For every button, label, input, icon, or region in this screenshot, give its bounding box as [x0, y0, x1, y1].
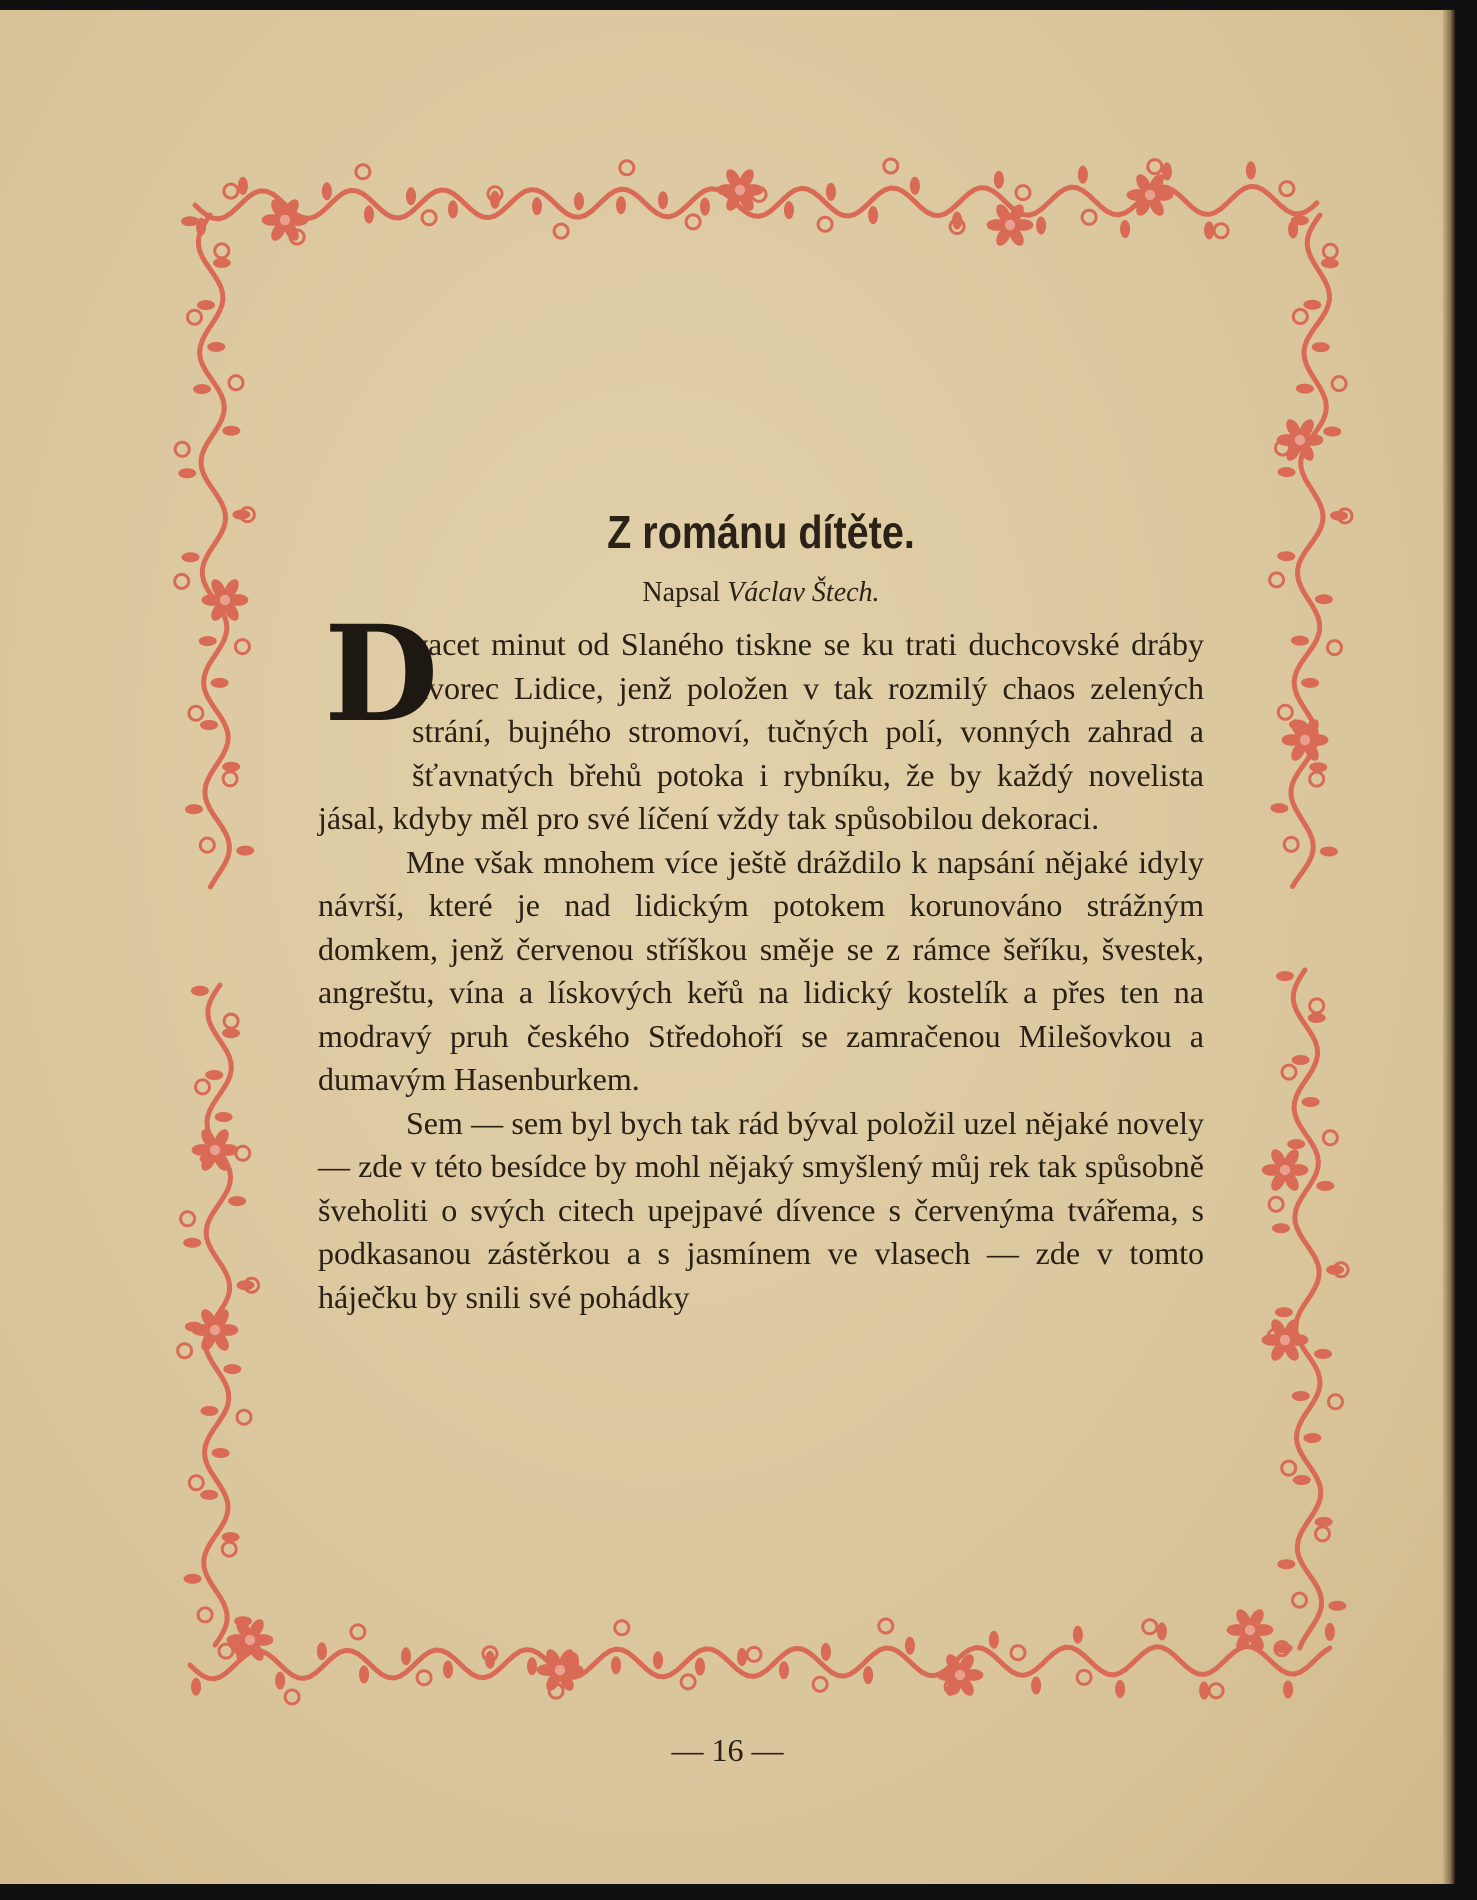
leaf — [1296, 383, 1314, 394]
flower-center — [735, 185, 745, 195]
article-body — [318, 597, 1204, 1319]
curl-bud — [175, 442, 189, 456]
leaf — [222, 1028, 240, 1038]
curl-bud — [1209, 1684, 1223, 1698]
curl-bud — [237, 1410, 251, 1424]
curl-bud — [198, 1608, 212, 1622]
leaf — [1301, 678, 1319, 689]
curl-bud — [1282, 1065, 1296, 1079]
leaf — [207, 342, 225, 352]
curl-bud — [615, 1621, 629, 1635]
leaf — [1204, 221, 1214, 239]
leaf — [1315, 1517, 1333, 1527]
leaf — [1321, 258, 1339, 269]
curl-bud — [196, 1080, 210, 1094]
leaf — [183, 1238, 201, 1248]
curl-bud — [686, 215, 700, 229]
curl-bud — [219, 1644, 233, 1658]
leaf — [211, 1448, 229, 1458]
flower-center — [1245, 1625, 1255, 1635]
paragraph-1-text: vacet minut od Slaného tiskne se ku trati duchcovské dráby dvorec Lidice, jenž položen v tak rozmilý chaos zelených strání, bujného stromoví, tučných polí, vonných zahrad a šťavnatých břehů potoka i rybníku, že by každý novelista jásal, kdyby měl pro své líčení vždy tak spůsobilou dekoraci. — [318, 626, 1204, 836]
leaf — [183, 1574, 201, 1584]
curl-bud — [879, 1619, 893, 1633]
leaf — [1291, 635, 1309, 646]
leaf — [1078, 166, 1088, 184]
leaf — [223, 1364, 241, 1374]
curl-bud — [235, 640, 249, 654]
leaf — [616, 196, 626, 214]
curl-bud — [175, 574, 189, 588]
curl-bud — [1329, 1395, 1343, 1409]
curl-bud — [681, 1675, 695, 1689]
leaf — [178, 468, 196, 478]
leaf — [1303, 1433, 1321, 1443]
curl-bud — [1278, 705, 1292, 719]
leaf — [1303, 300, 1321, 311]
flower-center — [1145, 190, 1155, 200]
leaf — [490, 191, 500, 209]
byline-prefix: Napsal — [642, 577, 721, 608]
curl-bud — [1016, 186, 1030, 200]
curl-bud — [189, 706, 203, 720]
paragraph-1 — [318, 597, 1204, 841]
curl-bud — [1323, 1131, 1337, 1145]
leaf — [1293, 1475, 1311, 1485]
leaf — [863, 1666, 873, 1684]
leaf — [1270, 803, 1288, 814]
leaf — [1272, 1223, 1290, 1233]
curl-bud — [189, 1476, 203, 1490]
curl-bud — [223, 772, 237, 786]
leaf — [532, 197, 542, 215]
curl-bud — [224, 1014, 238, 1028]
leaf — [193, 384, 211, 394]
paragraph-2: Mne však mnohem více ještě dráždilo k napsání nějaké idyly návrší, které je nad lidickým potokem korunováno strážným domkem, jenž červenou stříškou směje se z rámce šeříku, švestek, angreštu, vína a lískových keřů na lidický kostelík a přes ten na modravý pruh českého Středohoří se zamračenou Milešovkou a dumavým Hasenburkem. — [318, 843, 1204, 1097]
curl-bud — [1293, 1593, 1307, 1607]
leaf — [401, 1647, 411, 1665]
curl-bud — [1280, 182, 1294, 196]
curl-bud — [818, 217, 832, 231]
curl-bud — [554, 224, 568, 238]
leaf — [1115, 1680, 1125, 1698]
leaf — [200, 1406, 218, 1416]
curl-bud — [1269, 1197, 1283, 1211]
page-number: — 16 — — [671, 1732, 784, 1768]
leaf — [443, 1660, 453, 1678]
leaf — [737, 1648, 747, 1666]
leaf — [1031, 1676, 1041, 1694]
curl-bud — [1077, 1670, 1091, 1684]
leaf — [574, 192, 584, 210]
leaf — [527, 1657, 537, 1675]
leaf — [1308, 1013, 1326, 1023]
leaf — [359, 1665, 369, 1683]
leaf — [406, 187, 416, 205]
curl-bud — [1011, 1646, 1025, 1660]
leaf — [275, 1672, 285, 1690]
leaf — [1120, 220, 1130, 238]
leaf — [1325, 1623, 1335, 1641]
book-page — [0, 10, 1455, 1884]
leaf — [952, 211, 962, 229]
curl-bud — [1310, 999, 1324, 1013]
byline — [318, 577, 1204, 609]
leaf — [485, 1651, 495, 1669]
leaf — [211, 678, 229, 688]
leaf — [181, 552, 199, 562]
vine-stem — [199, 215, 230, 887]
curl-bud — [178, 1344, 192, 1358]
leaf — [1292, 1391, 1310, 1401]
leaf — [364, 205, 374, 223]
drop-cap — [318, 597, 439, 757]
leaf — [1199, 1681, 1209, 1699]
leaf — [653, 1651, 663, 1669]
leaf — [989, 1631, 999, 1649]
vine-stem — [1293, 970, 1321, 1648]
flower-center — [220, 595, 230, 605]
curl-bud — [422, 211, 436, 225]
leaf — [185, 804, 203, 814]
leaf — [1326, 1265, 1344, 1275]
leaf — [821, 1643, 831, 1661]
leaf — [1314, 1349, 1332, 1359]
vine-stem — [1291, 215, 1330, 887]
leaf — [695, 1658, 705, 1676]
flower-center — [210, 1145, 220, 1155]
leaf — [236, 845, 254, 855]
leaf — [215, 1112, 233, 1122]
leaf — [205, 1070, 223, 1080]
curl-bud — [813, 1677, 827, 1691]
leaf — [1309, 762, 1327, 773]
curl-bud — [215, 244, 229, 258]
leaf — [1275, 1307, 1293, 1317]
flower-center — [955, 1670, 965, 1680]
leaf — [1277, 551, 1295, 562]
leaf — [700, 198, 710, 216]
curl-bud — [229, 376, 243, 390]
leaf — [1073, 1626, 1083, 1644]
leaf — [1277, 1559, 1295, 1569]
flower-center — [1300, 735, 1310, 745]
curl-bud — [620, 161, 634, 175]
article-title: Z románu dítěte. — [607, 506, 915, 558]
leaf — [1316, 1181, 1334, 1191]
leaf — [826, 183, 836, 201]
curl-bud — [222, 1542, 236, 1556]
leaf — [1287, 1139, 1305, 1149]
leaf — [779, 1661, 789, 1679]
drop-cap-letter: D — [324, 597, 439, 752]
leaf — [1323, 426, 1341, 437]
leaf — [191, 986, 209, 996]
curl-bud — [224, 184, 238, 198]
flower-center — [280, 215, 290, 225]
curl-bud — [188, 310, 202, 324]
leaf — [232, 509, 250, 519]
leaf — [1277, 467, 1295, 478]
flower-center — [245, 1635, 255, 1645]
leaf — [1283, 1680, 1293, 1698]
leaf — [200, 1490, 218, 1500]
paragraph-3: Sem — sem byl bych tak rád býval položil uzel nějaké novely — zde v této besídce by mohl nějaký smyšlený můj rek tak spůsobně šveholiti o svých citech upejpavé dívence s červenýma tvářema, s podkasanou zástěrkou a s jasmínem ve vlasech — zde v tomto háječku by snili své pohádky — [318, 1104, 1204, 1315]
leaf — [238, 177, 248, 195]
leaf — [222, 762, 240, 772]
leaf — [611, 1656, 621, 1674]
curl-bud — [1143, 1620, 1157, 1634]
curl-bud — [1082, 210, 1096, 224]
leaf — [1330, 510, 1348, 521]
curl-bud — [285, 1690, 299, 1704]
leaf — [191, 1678, 201, 1696]
curl-bud — [884, 159, 898, 173]
book-spine-edge — [1443, 10, 1455, 1884]
leaf — [221, 1532, 239, 1542]
flower-center — [1280, 1165, 1290, 1175]
leaf — [237, 1280, 255, 1290]
leaf — [910, 177, 920, 195]
leaf — [994, 171, 1004, 189]
flower-center — [1295, 435, 1305, 445]
leaf — [1312, 342, 1330, 353]
leaf — [213, 258, 231, 268]
curl-bud — [1332, 377, 1346, 391]
leaf — [1276, 971, 1294, 981]
leaf — [448, 200, 458, 218]
curl-bud — [1328, 641, 1342, 655]
leaf — [1320, 846, 1338, 857]
curl-bud — [1214, 224, 1228, 238]
leaf — [322, 182, 332, 200]
curl-bud — [1310, 772, 1324, 786]
curl-bud — [747, 1647, 761, 1661]
flower-center — [210, 1325, 220, 1335]
flower-center — [1280, 1335, 1290, 1345]
leaf — [222, 426, 240, 436]
leaf — [228, 1196, 246, 1206]
curl-bud — [1284, 837, 1298, 851]
leaf — [905, 1637, 915, 1655]
curl-bud — [417, 1671, 431, 1685]
leaf — [199, 636, 217, 646]
leaf — [197, 300, 215, 310]
leaf — [1246, 161, 1256, 179]
leaf — [868, 206, 878, 224]
leaf — [200, 720, 218, 730]
curl-bud — [1148, 160, 1162, 174]
leaf — [1328, 1601, 1346, 1611]
curl-bud — [1270, 573, 1284, 587]
curl-bud — [356, 165, 370, 179]
curl-bud — [181, 1212, 195, 1226]
flower-center — [555, 1665, 565, 1675]
leaf — [1302, 1097, 1320, 1107]
curl-bud — [1282, 1461, 1296, 1475]
article — [318, 505, 1204, 1319]
curl-bud — [351, 1625, 365, 1639]
curl-bud — [1323, 244, 1337, 258]
curl-bud — [1316, 1527, 1330, 1541]
leaf — [1036, 216, 1046, 234]
leaf — [317, 1642, 327, 1660]
author-name: Václav Štech. — [727, 577, 880, 608]
leaf — [1157, 1622, 1167, 1640]
flower-center — [1005, 220, 1015, 230]
curl-bud — [1293, 310, 1307, 324]
leaf — [784, 201, 794, 219]
curl-bud — [200, 838, 214, 852]
leaf — [658, 191, 668, 209]
leaf — [1315, 594, 1333, 605]
leaf — [1292, 1055, 1310, 1065]
